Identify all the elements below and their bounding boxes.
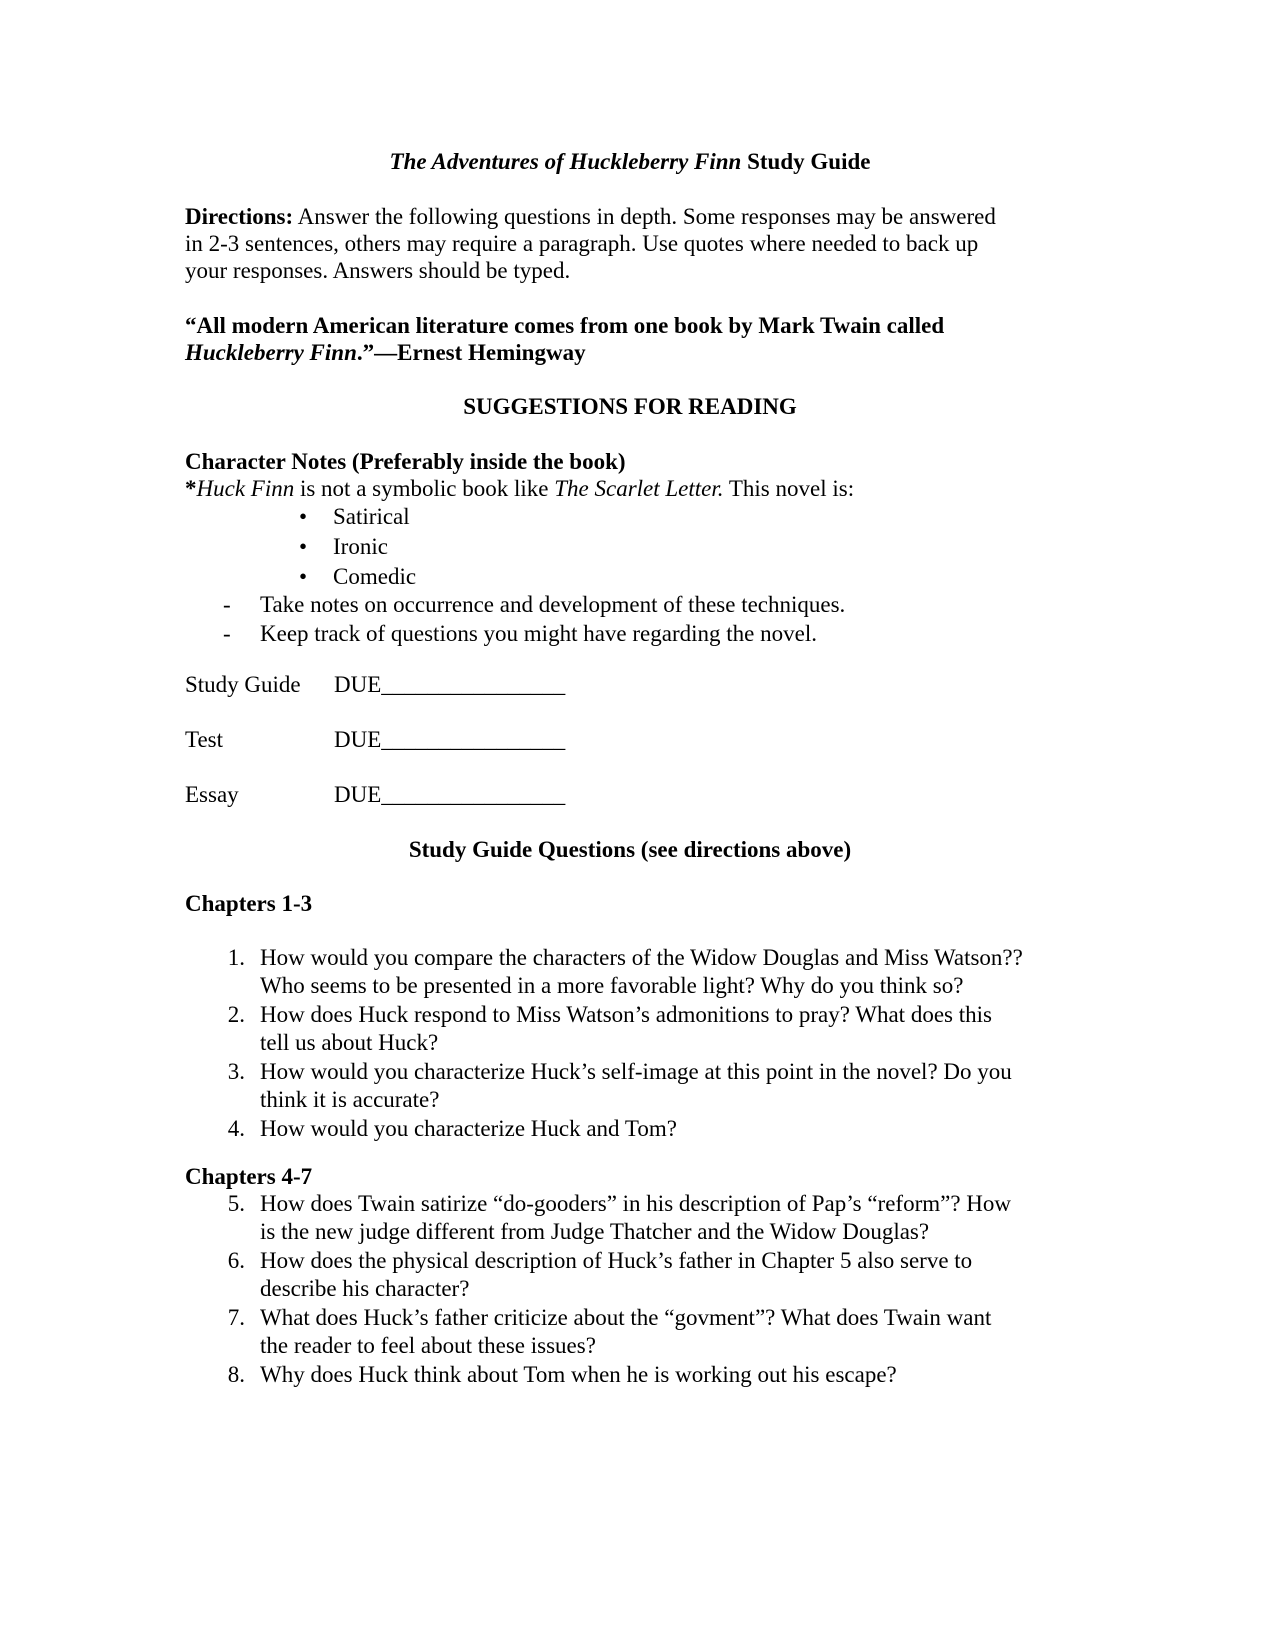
- due-blank: DUE________________: [334, 782, 566, 807]
- due-label: Essay: [185, 782, 239, 807]
- character-notes-intro: *Huck Finn is not a symbolic book like The Scarlet Letter. This novel is:: [185, 476, 855, 501]
- character-notes-heading: Character Notes (Preferably inside the book): [185, 449, 626, 474]
- bullet-icon: •: [298, 564, 308, 589]
- question-item: 4. How would you characterize Huck and Tom?: [185, 1115, 1105, 1143]
- questions-heading: Study Guide Questions (see directions above): [408, 837, 852, 862]
- question-number: 8.: [227, 1362, 245, 1387]
- question-item: 1. How would you compare the characters of the Widow Douglas and Miss Watson?? Who seems to be presented in a more favorable light? Why do you think so?: [185, 944, 1105, 1000]
- question-number: 5.: [227, 1191, 245, 1216]
- document-title: [185, 148, 1075, 175]
- question-number: 7.: [227, 1305, 245, 1330]
- due-label: Test: [185, 727, 223, 752]
- directions-label: Directions:: [185, 204, 294, 229]
- question-item: 6. How does the physical description of Huck’s father in Chapter 5 also serve to describe his character?: [185, 1247, 1105, 1303]
- question-item: 2. How does Huck respond to Miss Watson’s admonitions to pray? What does this tell us about Huck?: [185, 1001, 1105, 1057]
- question-item: 3. How would you characterize Huck’s self-image at this point in the novel? Do you think it is accurate?: [185, 1058, 1105, 1114]
- dash-icon: -: [223, 592, 231, 617]
- quote-book-name: Huckleberry Finn: [185, 340, 357, 365]
- question-number: 1.: [227, 945, 245, 970]
- quote-attribution: .”—Ernest Hemingway: [356, 340, 586, 365]
- question-number: 6.: [227, 1248, 245, 1273]
- question-number: 3.: [227, 1059, 245, 1084]
- directions-paragraph: [185, 203, 1095, 284]
- directions-line-2: in 2-3 sentences, others may require a paragraph. Use quotes where needed to back up: [185, 231, 979, 256]
- intro-comparison-book: The Scarlet Letter.: [554, 476, 724, 501]
- due-blank: DUE________________: [334, 727, 566, 752]
- suggestions-heading: SUGGESTIONS FOR READING: [463, 394, 797, 419]
- title-book-name: The Adventures of Huckleberry Finn: [389, 149, 742, 174]
- list-item: • Satirical: [296, 502, 416, 532]
- intro-book-name: Huck Finn: [196, 476, 295, 501]
- bullet-icon: •: [298, 534, 308, 559]
- question-item: 8. Why does Huck think about Tom when he is working out his escape?: [185, 1361, 1105, 1389]
- reading-tips-list: [185, 590, 845, 648]
- question-number: 2.: [227, 1002, 245, 1027]
- novel-traits-list: [296, 502, 416, 592]
- list-item: • Ironic: [296, 532, 416, 562]
- questions-list-chapters-4-7: [185, 1190, 1105, 1390]
- due-row-test: [185, 726, 785, 753]
- quote-line-1: “All modern American literature comes from one book by Mark Twain called: [185, 313, 945, 338]
- list-item: - Keep track of questions you might have regarding the novel.: [223, 621, 817, 646]
- question-number: 4.: [227, 1116, 245, 1141]
- directions-line-3: your responses. Answers should be typed.: [185, 258, 571, 283]
- due-label: Study Guide: [185, 672, 301, 697]
- bullet-icon: •: [298, 504, 308, 529]
- question-item: 5. How does Twain satirize “do-gooders” in his description of Pap’s “reform”? How is the new judge different from Judge Thatcher and the Widow Douglas?: [185, 1190, 1105, 1246]
- hemingway-quote: [185, 312, 1095, 366]
- due-blank: DUE________________: [334, 672, 566, 697]
- list-item: - Take notes on occurrence and development of these techniques.: [223, 592, 846, 617]
- due-row-study-guide: [185, 671, 785, 698]
- dash-icon: -: [223, 621, 231, 646]
- section-heading-chapters-1-3: Chapters 1-3: [185, 891, 313, 916]
- due-row-essay: [185, 781, 785, 808]
- list-item: • Comedic: [296, 562, 416, 592]
- questions-list-chapters-1-3: [185, 944, 1105, 1144]
- question-item: 7. What does Huck’s father criticize about the “govment”? What does Twain want the reader to feel about these issues?: [185, 1304, 1105, 1360]
- title-suffix: Study Guide: [741, 149, 871, 174]
- section-heading-chapters-4-7: Chapters 4-7: [185, 1164, 313, 1189]
- directions-line-1: Answer the following questions in depth. Some responses may be answered: [293, 204, 996, 229]
